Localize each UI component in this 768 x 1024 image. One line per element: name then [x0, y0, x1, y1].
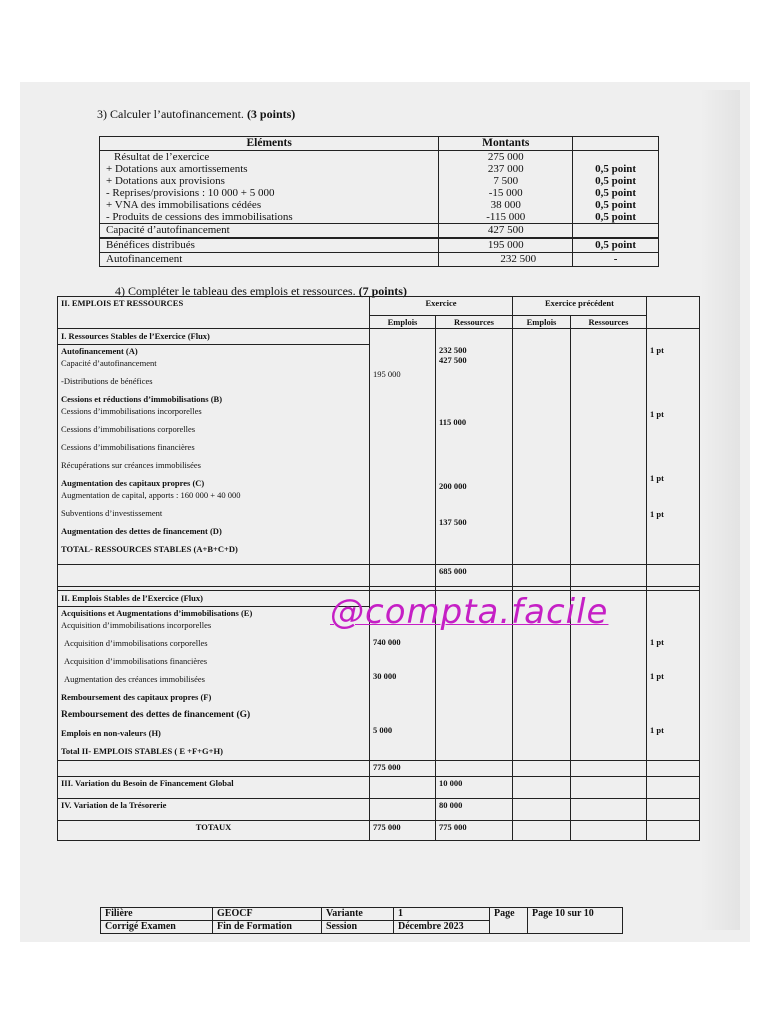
footer-variante-label: Variante — [322, 908, 394, 921]
autofinancement-table — [99, 136, 659, 267]
total-res-label: TOTAL- RESSOURCES STABLES (A+B+C+D) — [61, 544, 238, 554]
row-amount: 237 000 — [487, 163, 524, 175]
val-cessions: 115 000 — [439, 417, 467, 427]
recup-label: Récupérations sur créances immobilisées — [61, 460, 201, 470]
val-acq-corp: 740 000 — [373, 637, 401, 647]
cessions-b-label: Cessions et réductions d’immobilisations (B) — [61, 394, 223, 404]
remb-dettes-label: Remboursement des dettes de financement (G) — [61, 710, 251, 720]
points-nonval: 1 pt — [650, 725, 664, 735]
totaux-label: TOTAUX — [58, 821, 370, 841]
aug-cap-c-label: Augmentation des capitaux propres (C) — [61, 478, 205, 488]
caf-row — [100, 224, 659, 239]
q4-points: (7 points) — [358, 284, 407, 298]
benef-row — [100, 238, 659, 253]
footer-filiere-value: GEOCF — [213, 908, 322, 921]
footer-corrige-value: Fin de Formation — [213, 921, 322, 934]
autof-label: Autofinancement — [100, 253, 439, 267]
cess-incorp-label: Cessions d’immobilisations incorporelles — [61, 406, 202, 416]
row-amount: -15 000 — [488, 187, 523, 199]
val-totaux-ressources: 775 000 — [436, 821, 513, 841]
acq-incorp-label: Acquisition d’immobilisations incorporelles — [61, 620, 212, 630]
row-label: + Dotations aux provisions — [106, 175, 225, 187]
cess-corp-label: Cessions d’immobilisations corporelles — [61, 424, 196, 434]
header-exercice: Exercice — [370, 297, 513, 316]
val-distrib: 195 000 — [373, 369, 401, 379]
points-augcap: 1 pt — [650, 473, 664, 483]
row-label: + Dotations aux amortissements — [106, 163, 248, 175]
var-tresorerie-row — [58, 799, 700, 821]
acq-corp-label: Acquisition d’immobilisations corporelles — [64, 638, 208, 648]
row-points: 0,5 point — [595, 199, 637, 211]
var-bfg-row — [58, 777, 700, 799]
val-aug-creances: 30 000 — [373, 671, 397, 681]
benef-label: Bénéfices distribués — [100, 238, 439, 253]
val-var-tres: 80 000 — [436, 799, 513, 821]
question-3-title — [97, 107, 295, 122]
val-nonval: 5 000 — [373, 725, 393, 735]
ressources-header: I. Ressources Stables de l’Exercice (Flux) — [61, 331, 210, 341]
subv-label: Subventions d’investissement — [61, 508, 163, 518]
q3-points: (3 points) — [246, 107, 296, 121]
caf-points — [573, 224, 659, 239]
total-emplois-row — [58, 761, 700, 777]
row-label: Résultat de l’exercice — [114, 151, 210, 163]
val-caf: 427 500 — [439, 355, 467, 365]
footer-variante-value: 1 — [394, 908, 490, 921]
cess-fin-label: Cessions d’immobilisations financières — [61, 442, 195, 452]
points-cessions: 1 pt — [650, 409, 664, 419]
footer-filiere-label: Filière — [101, 908, 213, 921]
emplois-header: II. Emplois Stables de l’Exercice (Flux) — [61, 593, 203, 603]
row-points: 0,5 point — [595, 163, 637, 175]
autof-row — [100, 253, 659, 267]
nonval-label: Emplois en non-valeurs (H) — [61, 728, 161, 738]
totaux-row — [58, 821, 700, 841]
var-bfg-label: III. Variation du Besoin de Financement Global — [58, 777, 370, 799]
acq-e-label: Acquisitions et Augmentations d’immobilisations (E) — [58, 606, 369, 619]
val-var-bfg: 10 000 — [436, 777, 513, 799]
row-label: - Produits de cessions des immobilisations — [106, 211, 293, 223]
header-emplois-prec: Emplois — [513, 316, 571, 329]
aug-creances-label: Augmentation des créances immobilisées — [64, 674, 205, 684]
footer-table — [100, 907, 623, 934]
header-points — [573, 137, 659, 151]
emplois-ressources-table — [57, 296, 700, 841]
val-dettes: 137 500 — [439, 517, 467, 527]
caf-amount: 427 500 — [439, 224, 573, 239]
row-amount: 7 500 — [493, 175, 519, 187]
header-montants: Montants — [439, 137, 573, 151]
q4-text: 4) Compléter le tableau des emplois et ressources. — [115, 284, 356, 298]
row-points: 0,5 point — [595, 175, 637, 187]
row-label: - Reprises/provisions : 10 000 + 5 000 — [106, 187, 275, 199]
benef-points: 0,5 point — [573, 238, 659, 253]
footer-session-label: Session — [322, 921, 394, 934]
autof-a-label: Autofinancement (A) — [58, 344, 369, 357]
var-tres-label: IV. Variation de la Trésorerie — [58, 799, 370, 821]
q3-text: 3) Calculer l’autofinancement. — [97, 107, 244, 121]
watermark-text: @compta.facile — [330, 592, 609, 632]
acq-fin-label: Acquisition d’immobilisations financières — [64, 656, 208, 666]
header-exercice-precedent: Exercice précédent — [513, 297, 647, 316]
points-acq-corp: 1 pt — [650, 637, 664, 647]
header-emplois: Emplois — [370, 316, 436, 329]
row-points: 0,5 point — [595, 211, 637, 223]
val-augcap: 200 000 — [439, 481, 467, 491]
autof-amount: 232 500 — [439, 253, 573, 267]
row-label: + VNA des immobilisations cédées — [106, 199, 262, 211]
footer-page-value: Page 10 sur 10 — [528, 908, 623, 934]
caf-label: Capacité d’autofinancement — [100, 224, 439, 239]
points-autof: 1 pt — [650, 345, 664, 355]
table-row — [100, 151, 659, 224]
footer-corrige-label: Corrigé Examen — [101, 921, 213, 934]
total-ressources-row — [58, 565, 700, 587]
footer-page-label: Page — [490, 908, 528, 934]
val-total-ressources: 685 000 — [436, 565, 513, 587]
points-dettes: 1 pt — [650, 509, 664, 519]
autof-points: - — [573, 253, 659, 267]
val-total-emplois: 775 000 — [370, 761, 436, 777]
total-emp-label: Total II- EMPLOIS STABLES ( E +F+G+H) — [61, 746, 223, 756]
ressources-block — [58, 329, 700, 565]
row-amount: 38 000 — [490, 199, 521, 211]
val-autof: 232 500 — [439, 345, 467, 355]
distrib-label: -Distributions de bénéfices — [61, 376, 153, 386]
row-amount: 275 000 — [487, 151, 524, 163]
points-aug-creances: 1 pt — [650, 671, 664, 681]
row-amount: -115 000 — [486, 211, 526, 223]
benef-amount: 195 000 — [439, 238, 573, 253]
table-title: II. EMPLOIS ET RESSOURCES — [58, 297, 370, 329]
aug-dettes-d-label: Augmentation des dettes de financement (D) — [61, 526, 222, 536]
val-totaux-emplois: 775 000 — [370, 821, 436, 841]
header-ressources-prec: Ressources — [571, 316, 647, 329]
remb-cap-label: Remboursement des capitaux propres (F) — [61, 692, 212, 702]
header-elements: Eléments — [100, 137, 439, 151]
footer-session-value: Décembre 2023 — [394, 921, 490, 934]
header-ressources: Ressources — [436, 316, 513, 329]
caf-label: Capacité d’autofinancement — [61, 358, 157, 368]
aug-cap-detail: Augmentation de capital, apports : 160 000 + 40 000 — [61, 490, 241, 500]
row-points: 0,5 point — [595, 187, 637, 199]
page-shadow — [700, 90, 740, 930]
